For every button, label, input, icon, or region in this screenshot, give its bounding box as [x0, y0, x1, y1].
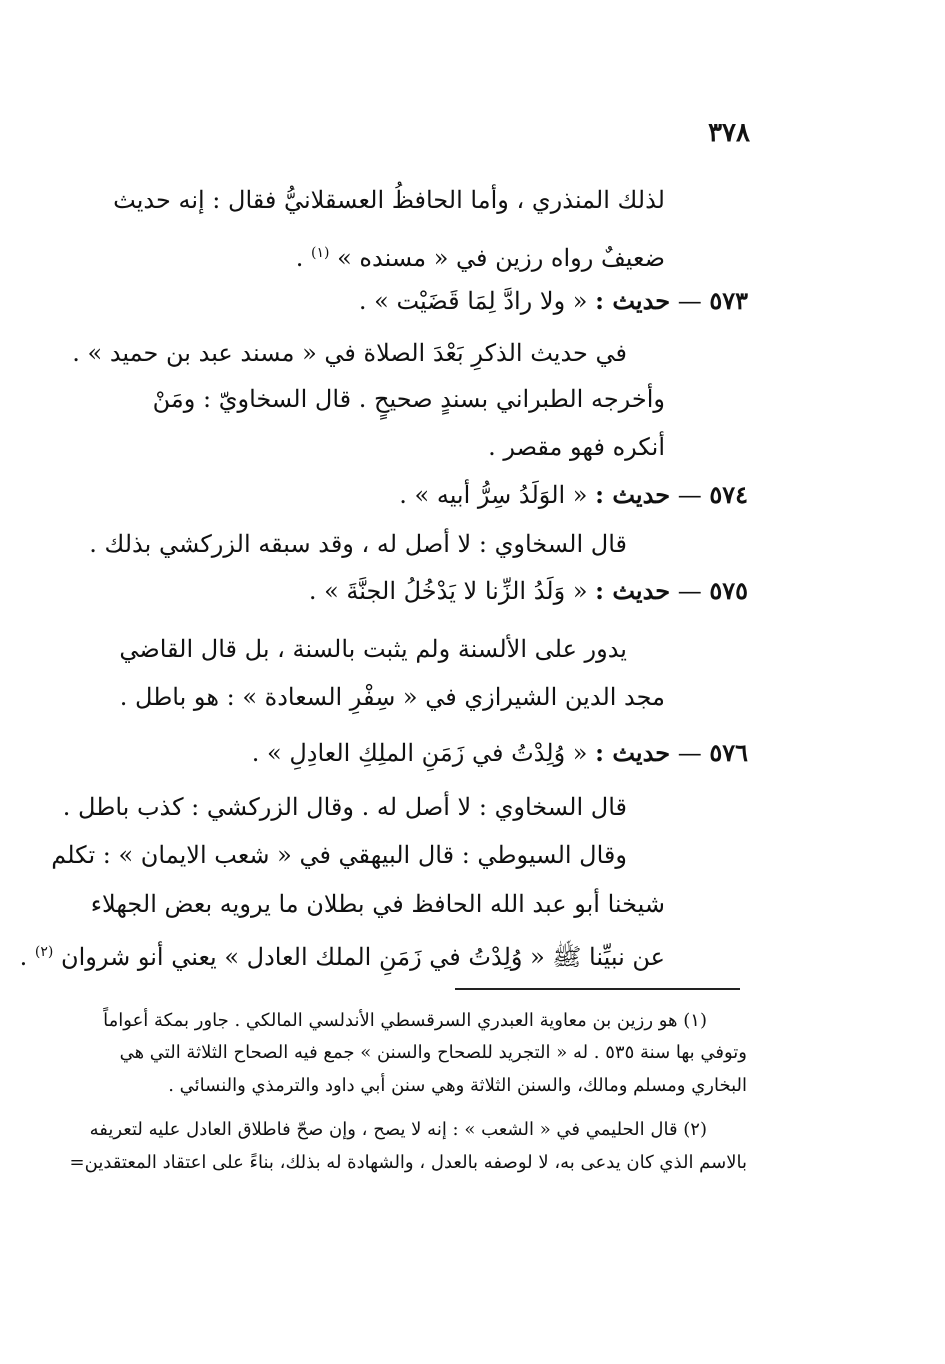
hadith-number: ٥٧٥ [709, 576, 748, 605]
footnote-1-line-2: وتوفي بها سنة ٥٣٥ . له « التجريد للصحاح والسنن » جمع فيه الصحاح الثلاثة التي هي [119, 1042, 747, 1063]
hadith-heading-573 [359, 284, 748, 318]
hadith-text: « ولا رادَّ لِمَا قَضَيْت » . [358, 287, 588, 315]
hadith-576-line-4-text: عن نبيِّنا ﷺ « وُلِدْتُ في زَمَنِ الملك العادل » يعني أنو شروان [60, 943, 665, 971]
hadith-label: حديث : [595, 738, 671, 767]
hadith-dash: — [677, 481, 702, 509]
hadith-heading-575 [309, 574, 748, 608]
body-line-2-text: ضعيفٌ رواه رزين في « مسنده » [337, 244, 665, 272]
hadith-575-line-1: يدور على الألسنة ولم يثبت بالسنة ، بل قال القاضي [119, 635, 627, 663]
footnote-ref-1: (١) [311, 245, 330, 261]
hadith-576-line-1: قال السخاوي : لا أصل له . وقال الزركشي : كذب باطل . [62, 793, 627, 821]
hadith-573-line-1: في حديث الذكرِ بَعْدَ الصلاة في « مسند عبد بن حميد » . [72, 339, 627, 367]
hadith-573-line-2: وأخرجه الطبراني بسندٍ صحيحٍ . قال السخاويّ : ومَنْ [152, 385, 665, 413]
body-line-2-end: . [295, 244, 304, 272]
hadith-576-line-2: وقال السيوطي : قال البيهقي في « شعب الايمان » : تكلم [51, 841, 627, 869]
hadith-text: « وُلِدْتُ في زَمَنِ الملِكِ العادِلِ » . [251, 739, 588, 767]
footnote-2-line-1: (٢) قال الحليمي في « الشعب » : إنه لا يصح ، وإن صحّ فاطلاق العادل عليه لتعريفه [89, 1119, 707, 1140]
page-number: ٣٧٨ [708, 118, 750, 148]
hadith-number: ٥٧٦ [709, 738, 748, 767]
footnote-ref-2: (٢) [34, 944, 54, 960]
hadith-number: ٥٧٤ [709, 480, 748, 509]
footnote-1-line-3: البخاري ومسلم ومالك، والسنن الثلاثة وهي سنن أبي داود والترمذي والنسائي . [168, 1075, 747, 1096]
hadith-dash: — [677, 577, 702, 605]
hadith-text: « وَلَدُ الزِّنا لا يَدْخُلُ الجنَّةَ » . [308, 577, 588, 605]
hadith-heading-574 [399, 478, 748, 512]
body-line-1: لذلك المنذري ، وأما الحافظُ العسقلانيُّ فقال : إنه حديث [113, 186, 665, 214]
footnote-1-line-1: (١) هو رزين بن معاوية العبدري السرقسطي الأندلسي المالكي . جاور بمكة أعواماً [103, 1010, 707, 1031]
hadith-heading-576 [252, 736, 748, 770]
hadith-573-line-3: أنكره فهو مقصر . [488, 433, 665, 461]
hadith-label: حديث : [595, 576, 671, 605]
hadith-dash: — [677, 287, 702, 315]
hadith-576-line-4-end: . [19, 943, 28, 971]
footnote-separator [455, 988, 740, 990]
hadith-576-line-4 [20, 935, 665, 974]
hadith-576-line-3: شيخنا أبو عبد الله الحافظ في بطلان ما يرويه بعض الجهلاء [90, 890, 665, 918]
footnote-2-line-2: بالاسم الذي كان يدعى به، لا لوصفه بالعدل ، والشهادة له بذلك، بناءً على اعتقاد المعتقدين= [69, 1152, 747, 1173]
hadith-575-line-2: مجد الدين الشيرازي في « سِفْرِ السعادة » : هو باطل . [119, 683, 665, 711]
hadith-574-line-1: قال السخاوي : لا أصل له ، وقد سبقه الزركشي بذلك . [89, 530, 627, 558]
hadith-text: « الوَلَدُ سِرُّ أبيه » . [399, 481, 588, 509]
hadith-dash: — [677, 739, 702, 767]
hadith-number: ٥٧٣ [709, 286, 748, 315]
hadith-label: حديث : [595, 480, 671, 509]
body-line-2 [296, 236, 665, 275]
hadith-label: حديث : [595, 286, 671, 315]
